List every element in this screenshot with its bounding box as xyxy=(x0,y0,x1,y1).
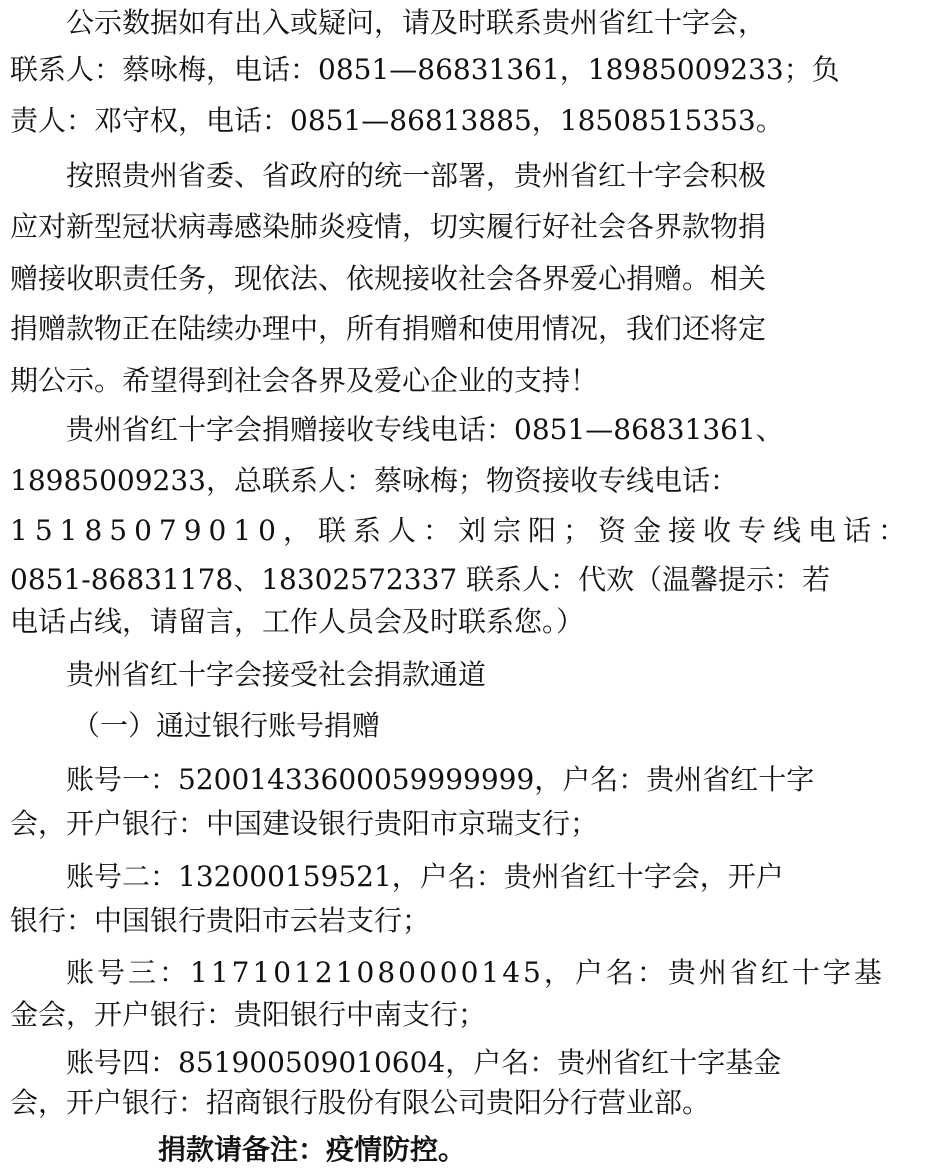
account-2-line-1: 账号二：132000159521，户名：贵州省红十字会，开户 xyxy=(66,860,784,893)
account-1-line-2: 会，开户银行：中国建设银行贵阳市京瑞支行； xyxy=(10,807,599,840)
paragraph-deployment-line-5: 期公示。希望得到社会各界及爱心企业的支持！ xyxy=(10,364,599,397)
paragraph-deployment-line-1: 按照贵州省委、省政府的统一部署，贵州省红十字会积极 xyxy=(66,159,767,192)
account-4-line-1: 账号四：851900509010604，户名：贵州省红十字基金 xyxy=(66,1046,782,1079)
account-3-line-2: 金会，开户银行：贵阳银行中南支行； xyxy=(10,998,487,1031)
paragraph-hotline-line-4: 0851-86831178、18302572337 联系人：代欢（温馨提示：若 xyxy=(10,563,831,596)
account-3-line-1: 账号三：11710121080000145，户名：贵州省红十字基 xyxy=(66,956,885,989)
paragraph-contact-line-1: 公示数据如有出入或疑问，请及时联系贵州省红十字会， xyxy=(66,6,767,39)
paragraph-deployment-line-2: 应对新型冠状病毒感染肺炎疫情，切实履行好社会各界款物捐 xyxy=(10,210,767,243)
donation-remark-note: 捐款请备注：疫情防控。 xyxy=(158,1133,467,1166)
account-2-line-2: 银行：中国银行贵阳市云岩支行； xyxy=(10,904,431,937)
paragraph-deployment-line-4: 捐赠款物正在陆续办理中，所有捐赠和使用情况，我们还将定 xyxy=(10,312,767,345)
paragraph-hotline-line-3: 15185079010，联系人：刘宗阳；资金接收专线电话： xyxy=(10,514,913,547)
paragraph-hotline-line-2: 18985009233，总联系人：蔡咏梅；物资接收专线电话： xyxy=(10,464,738,497)
paragraph-deployment-line-3: 赠接收职责任务，现依法、依规接收社会各界爱心捐赠。相关 xyxy=(10,262,767,295)
section-heading-donation-channels: 贵州省红十字会接受社会捐款通道 xyxy=(66,658,487,691)
account-1-line-1: 账号一：52001433600059999999，户名：贵州省红十字 xyxy=(66,763,815,796)
subsection-heading-bank-accounts: （一）通过银行账号捐赠 xyxy=(72,709,381,742)
paragraph-contact-line-3: 责人：邓守权，电话：0851—86813885，18508515353。 xyxy=(10,104,784,137)
paragraph-hotline-line-1: 贵州省红十字会捐赠接收专线电话：0851—86831361、 xyxy=(66,413,784,446)
paragraph-hotline-line-5: 电话占线，请留言，工作人员会及时联系您。） xyxy=(10,605,585,638)
paragraph-contact-line-2: 联系人：蔡咏梅，电话：0851—86831361，18985009233；负 xyxy=(10,53,840,86)
account-4-line-2: 会，开户银行：招商银行股份有限公司贵阳分行营业部。 xyxy=(10,1086,711,1119)
